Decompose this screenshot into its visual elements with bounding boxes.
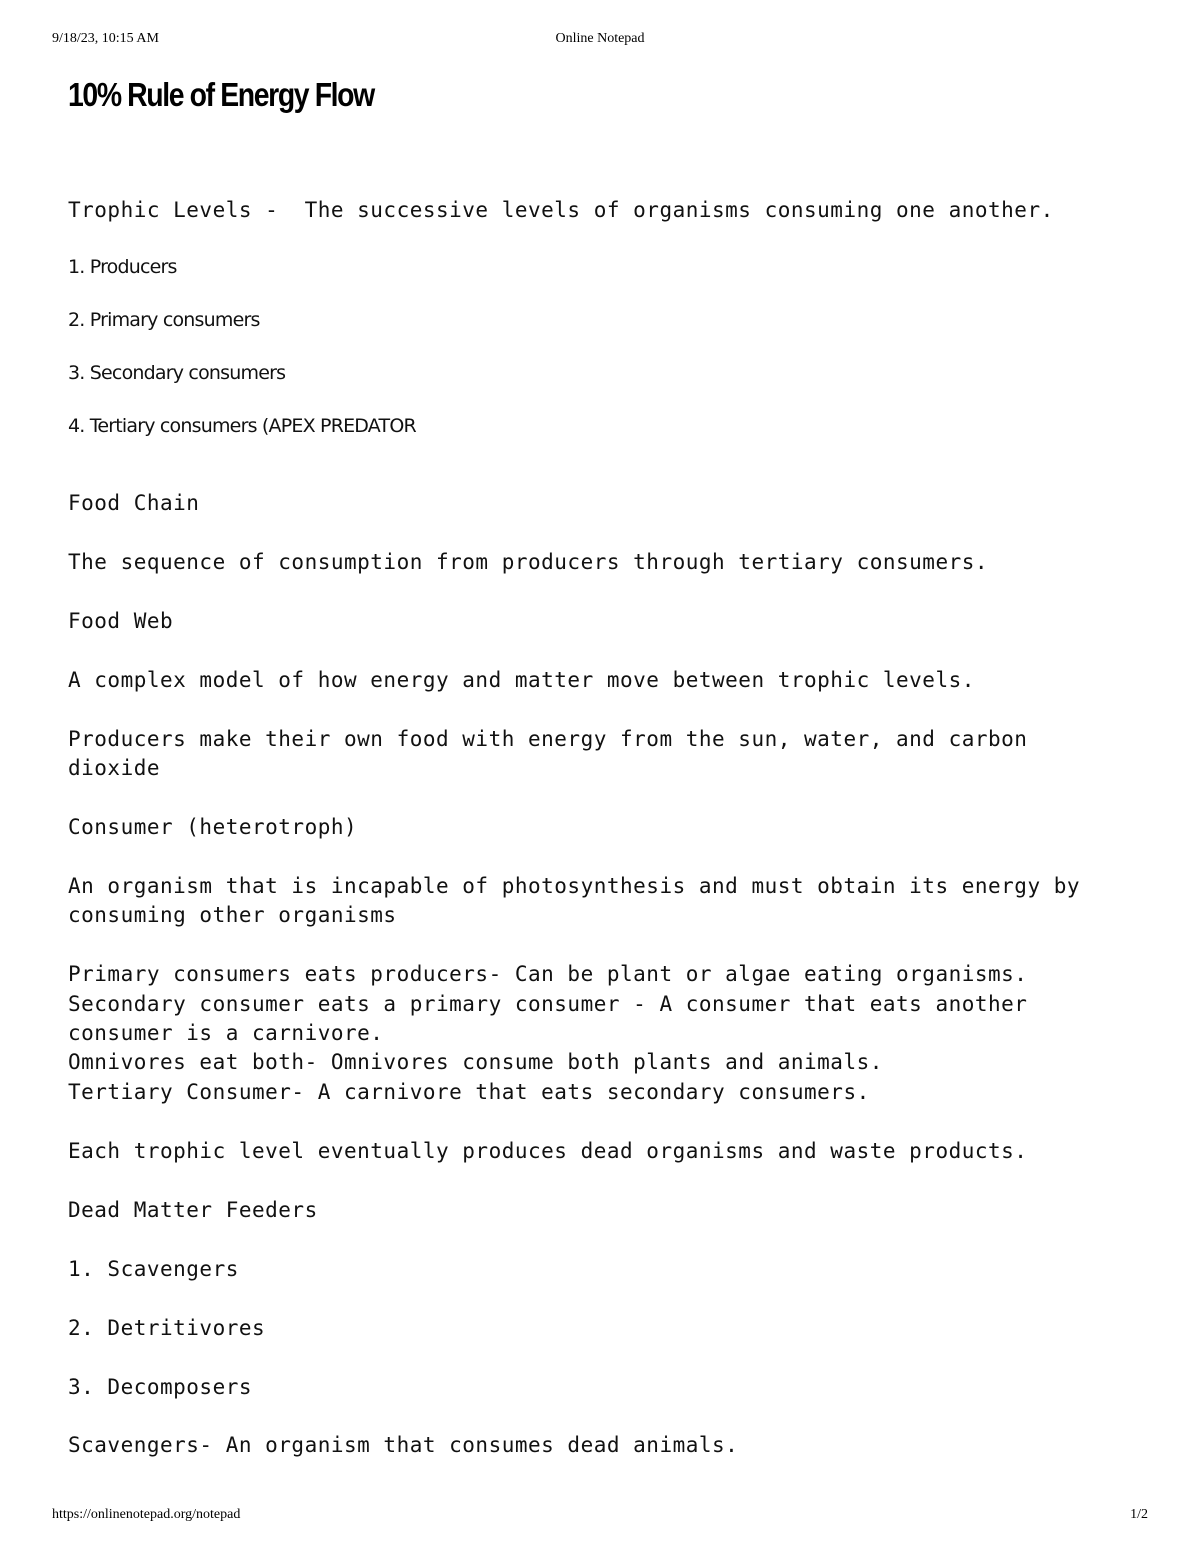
waste-text: Each trophic level eventually produces dead organisms and waste products. (68, 1139, 1028, 1163)
note-title: 10% Rule of Energy Flow (68, 76, 374, 113)
consumer-text-line: consuming other organisms (68, 903, 397, 927)
print-url: https://onlinenotepad.org/notepad (52, 1507, 241, 1522)
consumer-type-line: Tertiary Consumer- A carnivore that eats secondary consumers. (68, 1080, 870, 1104)
trophic-list-item: 2. Primary consumers (68, 309, 260, 331)
scavengers-text: Scavengers- An organism that consumes dead animals. (68, 1433, 739, 1457)
food-chain-heading: Food Chain (68, 491, 200, 515)
dead-matter-heading: Dead Matter Feeders (68, 1198, 318, 1222)
trophic-list-item: 1. Producers (68, 256, 177, 278)
print-page-title: Online Notepad (555, 31, 645, 46)
print-footer (52, 1507, 1148, 1525)
print-header (52, 31, 1148, 49)
consumer-type-line: Omnivores eat both- Omnivores consume both plants and animals. (68, 1050, 883, 1074)
print-datetime: 9/18/23, 10:15 AM (52, 31, 159, 46)
producers-text-line: dioxide (68, 756, 161, 780)
food-chain-text: The sequence of consumption from producers through tertiary consumers. (68, 550, 989, 574)
consumer-type-line: Primary consumers eats producers- Can be plant or algae eating organisms. (68, 962, 1028, 986)
dead-matter-list-item: 3. Decomposers (68, 1375, 253, 1399)
consumer-heading: Consumer (heterotroph) (68, 815, 358, 839)
food-web-text: A complex model of how energy and matter move between trophic levels. (68, 668, 975, 692)
print-page-number: 1/2 (1130, 1507, 1148, 1522)
producers-text-line: Producers make their own food with energy from the sun, water, and carbon (68, 727, 1028, 751)
food-web-heading: Food Web (68, 609, 174, 633)
consumer-text-line: An organism that is incapable of photosynthesis and must obtain its energy by (68, 874, 1081, 898)
trophic-list-item: 4. Tertiary consumers (APEX PREDATOR (68, 415, 416, 437)
consumer-type-line: Secondary consumer eats a primary consumer - A consumer that eats another (68, 992, 1028, 1016)
dead-matter-list-item: 1. Scavengers (68, 1257, 239, 1281)
trophic-levels-definition: Trophic Levels - The successive levels of organisms consuming one another. (68, 198, 1054, 222)
consumer-type-line: consumer is a carnivore. (68, 1021, 384, 1045)
trophic-list-item: 3. Secondary consumers (68, 362, 286, 384)
dead-matter-list-item: 2. Detritivores (68, 1316, 266, 1340)
